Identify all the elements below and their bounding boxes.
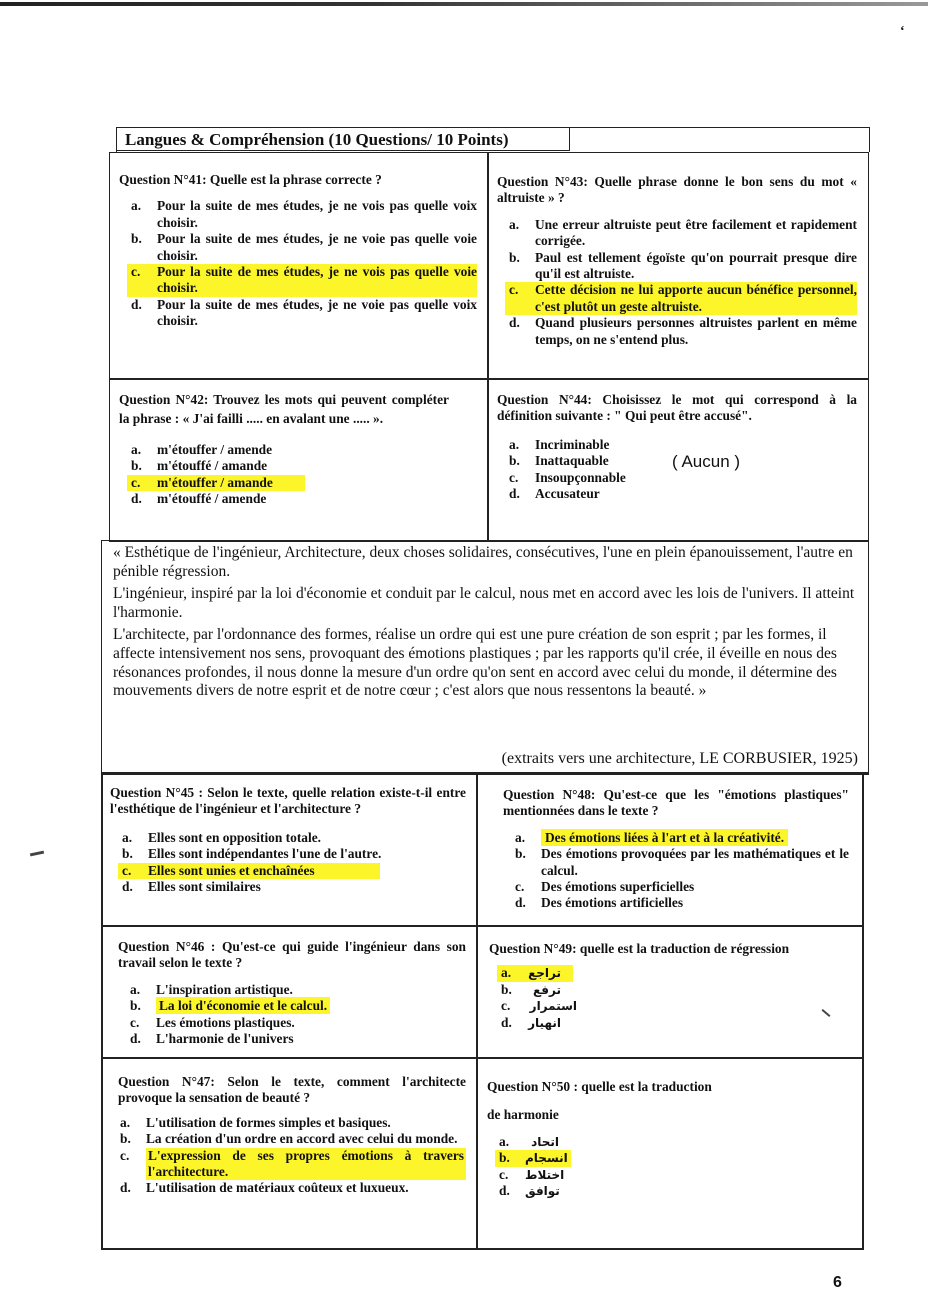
question-50 <box>481 1073 857 1199</box>
section-title: Langues & Compréhension (10 Questions/ 10 Points) <box>125 130 509 149</box>
question-title-continued: de harmonie <box>487 1107 559 1123</box>
passage-paragraph: L'ingénieur, inspiré par la loi d'économie et conduit par le calcul, nous met en accord avec les lois de l'univers. Il atteint l'harmonie. <box>113 585 855 621</box>
option-d[interactable]: d. L'harmonie de l'univers <box>130 1031 294 1047</box>
option-c[interactable]: c. Des émotions superficielles <box>515 879 695 895</box>
option-d[interactable]: d. Elles sont similaires <box>122 879 261 895</box>
question-title: Question N°41: Quelle est la phrase correcte ? <box>119 172 382 187</box>
question-title: Question N°44: Choisissez le mot qui correspond à la définition suivante : " Qui peut être accusé". <box>497 392 857 424</box>
option-a-highlighted[interactable]: a. تراجع <box>497 965 573 981</box>
question-title: Question N°49: quelle est la traduction de régression <box>489 941 790 956</box>
option-b[interactable]: b. La loi d'économie et le calcul. <box>118 998 466 1014</box>
option-d[interactable]: d. Pour la suite de mes études, je ne voie pas quelle voix choisir. <box>131 296 477 329</box>
option-d[interactable]: d. Quand plusieurs personnes altruistes parlent en même temps, on ne s'entend plus. <box>509 315 857 347</box>
option-b[interactable]: b. Inattaquable <box>509 453 609 469</box>
options-list <box>487 1134 849 1200</box>
question-title: Question N°45 : Selon le texte, quelle relation existe-t-il entre l'esthétique de l'ingénieur et l'architecture ? <box>110 785 466 817</box>
passage-source: (extraits vers une architecture, LE CORBUSIER, 1925) <box>501 750 858 767</box>
scan-top-edge <box>0 2 928 6</box>
option-c-highlighted[interactable]: c. m'étouffer / amande <box>127 475 305 491</box>
option-a[interactable]: a. Une erreur altruiste peut être facilement et rapidement corrigée. <box>509 216 857 249</box>
option-a[interactable]: a. Pour la suite de mes études, je ne vois pas quelle voix choisir. <box>131 198 477 230</box>
option-b[interactable]: b. m'étouffé / amande <box>131 458 268 474</box>
options-list <box>119 442 449 508</box>
margin-pen-mark <box>30 851 44 857</box>
question-45 <box>104 779 474 895</box>
reading-passage <box>107 544 863 705</box>
scan-mark: ‘ <box>900 24 905 39</box>
option-c-highlighted[interactable]: c. Cette décision ne lui apporte aucun bénéfice personnel, c'est plutôt un geste altruiste. <box>505 282 857 315</box>
options-list <box>489 965 849 1031</box>
question-41 <box>113 166 485 330</box>
question-49 <box>483 935 857 1031</box>
option-c-highlighted[interactable]: c. L'expression de ses propres émotions à travers l'architecture. <box>120 1147 464 1180</box>
question-44 <box>491 386 865 502</box>
option-c[interactable]: c. استمرار <box>501 998 577 1014</box>
option-c[interactable]: c. Les émotions plastiques. <box>130 1014 295 1030</box>
question-title: Question N°47: Selon le texte, comment l'architecte provoque la sensation de beauté ? <box>118 1074 466 1106</box>
passage-paragraph: « Esthétique de l'ingénieur, Architecture, deux choses solidaires, consécutives, l'une en plein épanouissement, l'autre en pénible régression. <box>113 544 853 580</box>
options-list <box>118 982 466 1048</box>
option-a[interactable]: a. Elles sont en opposition totale. <box>122 829 321 845</box>
handwritten-note: ( Aucun ) <box>672 452 741 471</box>
option-d[interactable]: d. Accusateur <box>509 486 600 502</box>
option-a-highlighted: Des émotions liées à l'art et à la créativité. <box>541 829 788 846</box>
option-c-highlighted[interactable]: c. Pour la suite de mes études, je ne vois pas quelle voie choisir. <box>127 264 477 297</box>
option-b[interactable]: b. La création d'un ordre en accord avec celui du monde. <box>120 1131 458 1147</box>
option-c[interactable]: c. اختلاط <box>499 1166 565 1182</box>
passage-paragraph: L'architecte, par l'ordonnance des formes, réalise un ordre qui est une pure création de son esprit ; par les formes, il affecte intensivement nos sens, provoquant des émotions plastiques ; par les rapports qu'il crée, il éveille en nous des résonances profondes, il nous donne la mesure d'un ordre qu'on sent en accord avec celui du monde, il détermine des mouvements divers de notre esprit et de notre cœur ; c'est alors que nous ressentons la beauté. » <box>113 626 837 700</box>
option-b[interactable]: b. ترفع <box>501 981 561 997</box>
question-46 <box>112 933 474 1047</box>
option-b[interactable]: b. Des émotions provoquées par les mathématiques et le calcul. <box>515 846 849 878</box>
option-b[interactable]: b. Elles sont indépendantes l'une de l'autre. <box>122 846 382 862</box>
question-43 <box>491 168 865 348</box>
question-title: Question N°50 : quelle est la traduction <box>487 1079 712 1094</box>
option-a[interactable]: a. اتحاد <box>499 1133 559 1149</box>
option-b-highlighted: La loi d'économie et le calcul. <box>156 997 330 1014</box>
option-d[interactable]: d. Des émotions artificielles <box>515 895 684 911</box>
section-header <box>116 127 870 152</box>
options-list <box>118 1115 466 1197</box>
question-title: Question N°48: Qu'est-ce que les "émotions plastiques" mentionnées dans le texte ? <box>503 787 849 819</box>
options-list <box>119 198 477 329</box>
options-list <box>497 217 857 348</box>
option-d[interactable]: d. توافق <box>499 1183 560 1199</box>
option-a[interactable]: a. L'inspiration artistique. <box>130 981 293 997</box>
option-a[interactable]: a. L'utilisation de formes simples et basiques. <box>120 1114 391 1130</box>
option-b-highlighted[interactable]: b. انسجام <box>495 1150 571 1166</box>
option-c[interactable]: c. Insoupçonnable <box>509 469 626 485</box>
option-a[interactable]: a. Incriminable <box>509 436 610 452</box>
question-title: Question N°46 : Qu'est-ce qui guide l'ingénieur dans son travail selon le texte ? <box>118 939 466 971</box>
option-b[interactable]: b. Pour la suite de mes études, je ne voie pas quelle voie choisir. <box>131 231 477 263</box>
question-title: Question N°42: Trouvez les mots qui peuvent compléter la phrase : « J'ai failli ..... en avalant une ..... ». <box>119 392 449 426</box>
option-d[interactable]: d. L'utilisation de matériaux coûteux et luxueux. <box>120 1180 409 1196</box>
option-a[interactable]: a. m'étouffer / amende <box>131 442 273 457</box>
option-d[interactable]: d. m'étouffé / amende <box>131 491 267 507</box>
question-48 <box>497 781 857 912</box>
option-a[interactable]: a. Des émotions liées à l'art et à la créativité. <box>503 830 849 846</box>
question-42 <box>113 384 457 508</box>
options-list <box>503 830 849 912</box>
question-title: Question N°43: Quelle phrase donne le bon sens du mot « altruiste » ? <box>497 174 857 206</box>
question-47 <box>112 1068 474 1197</box>
options-list <box>110 830 466 896</box>
option-c-highlighted[interactable]: c. Elles sont unies et enchaînées <box>118 863 380 879</box>
option-b[interactable]: b. Paul est tellement égoïste qu'on pourrait presque dire qu'il est altruiste. <box>509 249 857 282</box>
page-number: 6 <box>833 1274 842 1291</box>
option-d[interactable]: d. انهيار <box>501 1014 561 1030</box>
